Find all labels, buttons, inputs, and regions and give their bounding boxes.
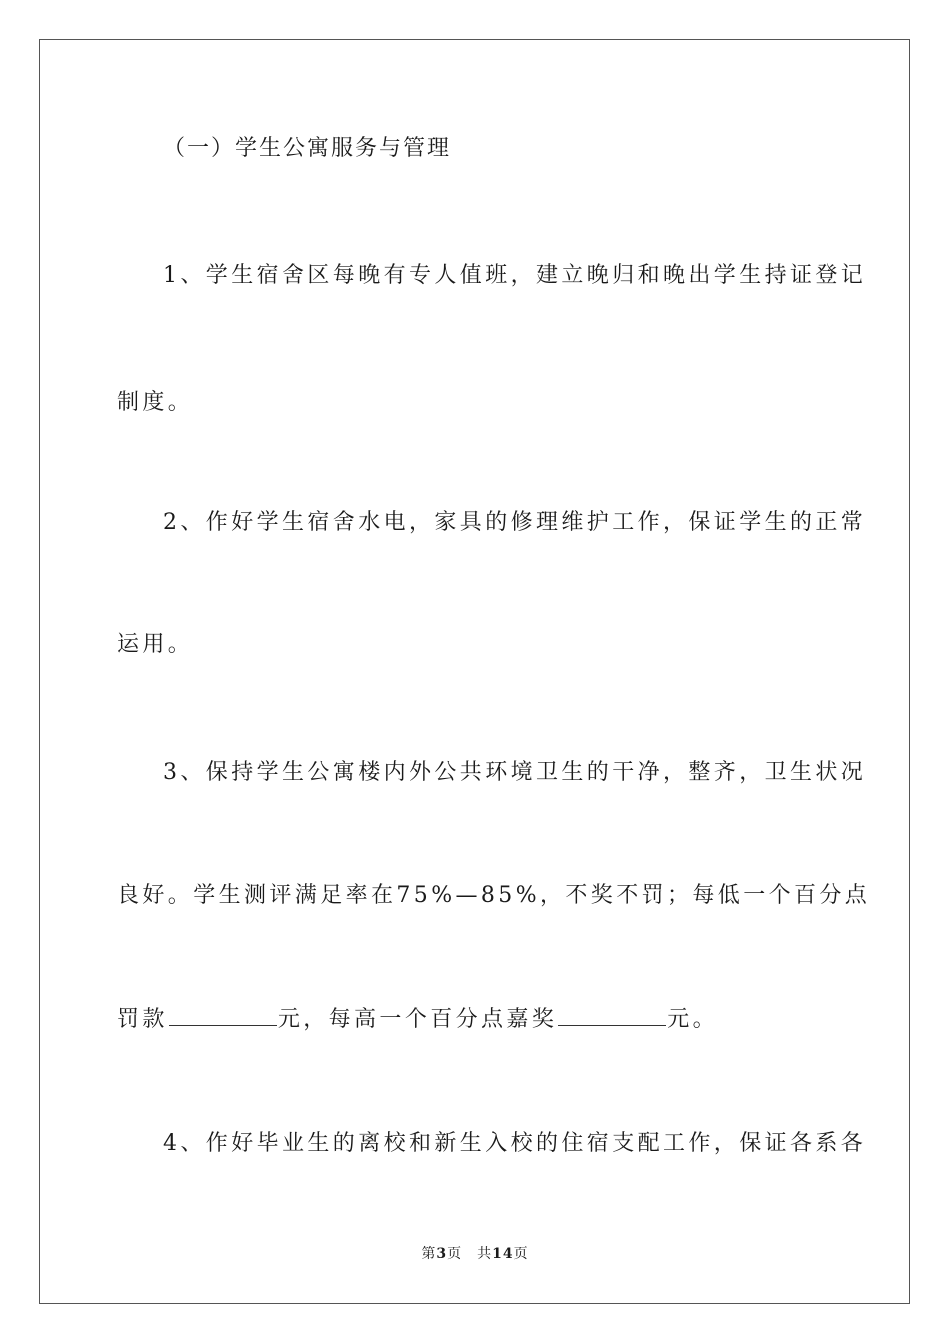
item-4-line-1: 4、作好毕业生的离校和新生入校的住宿支配工作，保证各系各 [163, 1131, 867, 1156]
footer-suffix: 页 [513, 1246, 529, 1262]
current-page-number: 3 [436, 1246, 448, 1262]
fine-label: 罚款 [117, 1007, 168, 1032]
reward-amount-blank [558, 1005, 666, 1026]
item-2-line-2: 运用。 [117, 632, 194, 657]
item-3-line-1: 3、保持学生公寓楼内外公共环境卫生的干净，整齐，卫生状况 [163, 760, 867, 785]
reward-unit: 元。 [667, 1007, 719, 1032]
footer-mid: 页 共 [447, 1246, 493, 1262]
fine-amount-blank [169, 1005, 277, 1026]
reward-label: 元，每高一个百分点嘉奖 [277, 1007, 558, 1032]
item-3-line-3 [117, 1005, 833, 1035]
page-footer [0, 1243, 950, 1263]
page-frame [39, 39, 910, 1304]
item-2-line-1: 2、作好学生宿舍水电，家具的修理维护工作，保证学生的正常 [163, 510, 867, 535]
total-page-count: 14 [492, 1246, 514, 1262]
item-3-line-2: 良好。学生测评满足率在75%—85%，不奖不罚；每低一个百分点 [117, 883, 871, 908]
section-title: （一）学生公寓服务与管理 [163, 136, 452, 161]
footer-prefix: 第 [421, 1246, 437, 1262]
item-1-line-1: 1、学生宿舍区每晚有专人值班，建立晚归和晚出学生持证登记 [163, 263, 867, 288]
item-1-line-2: 制度。 [117, 390, 194, 415]
